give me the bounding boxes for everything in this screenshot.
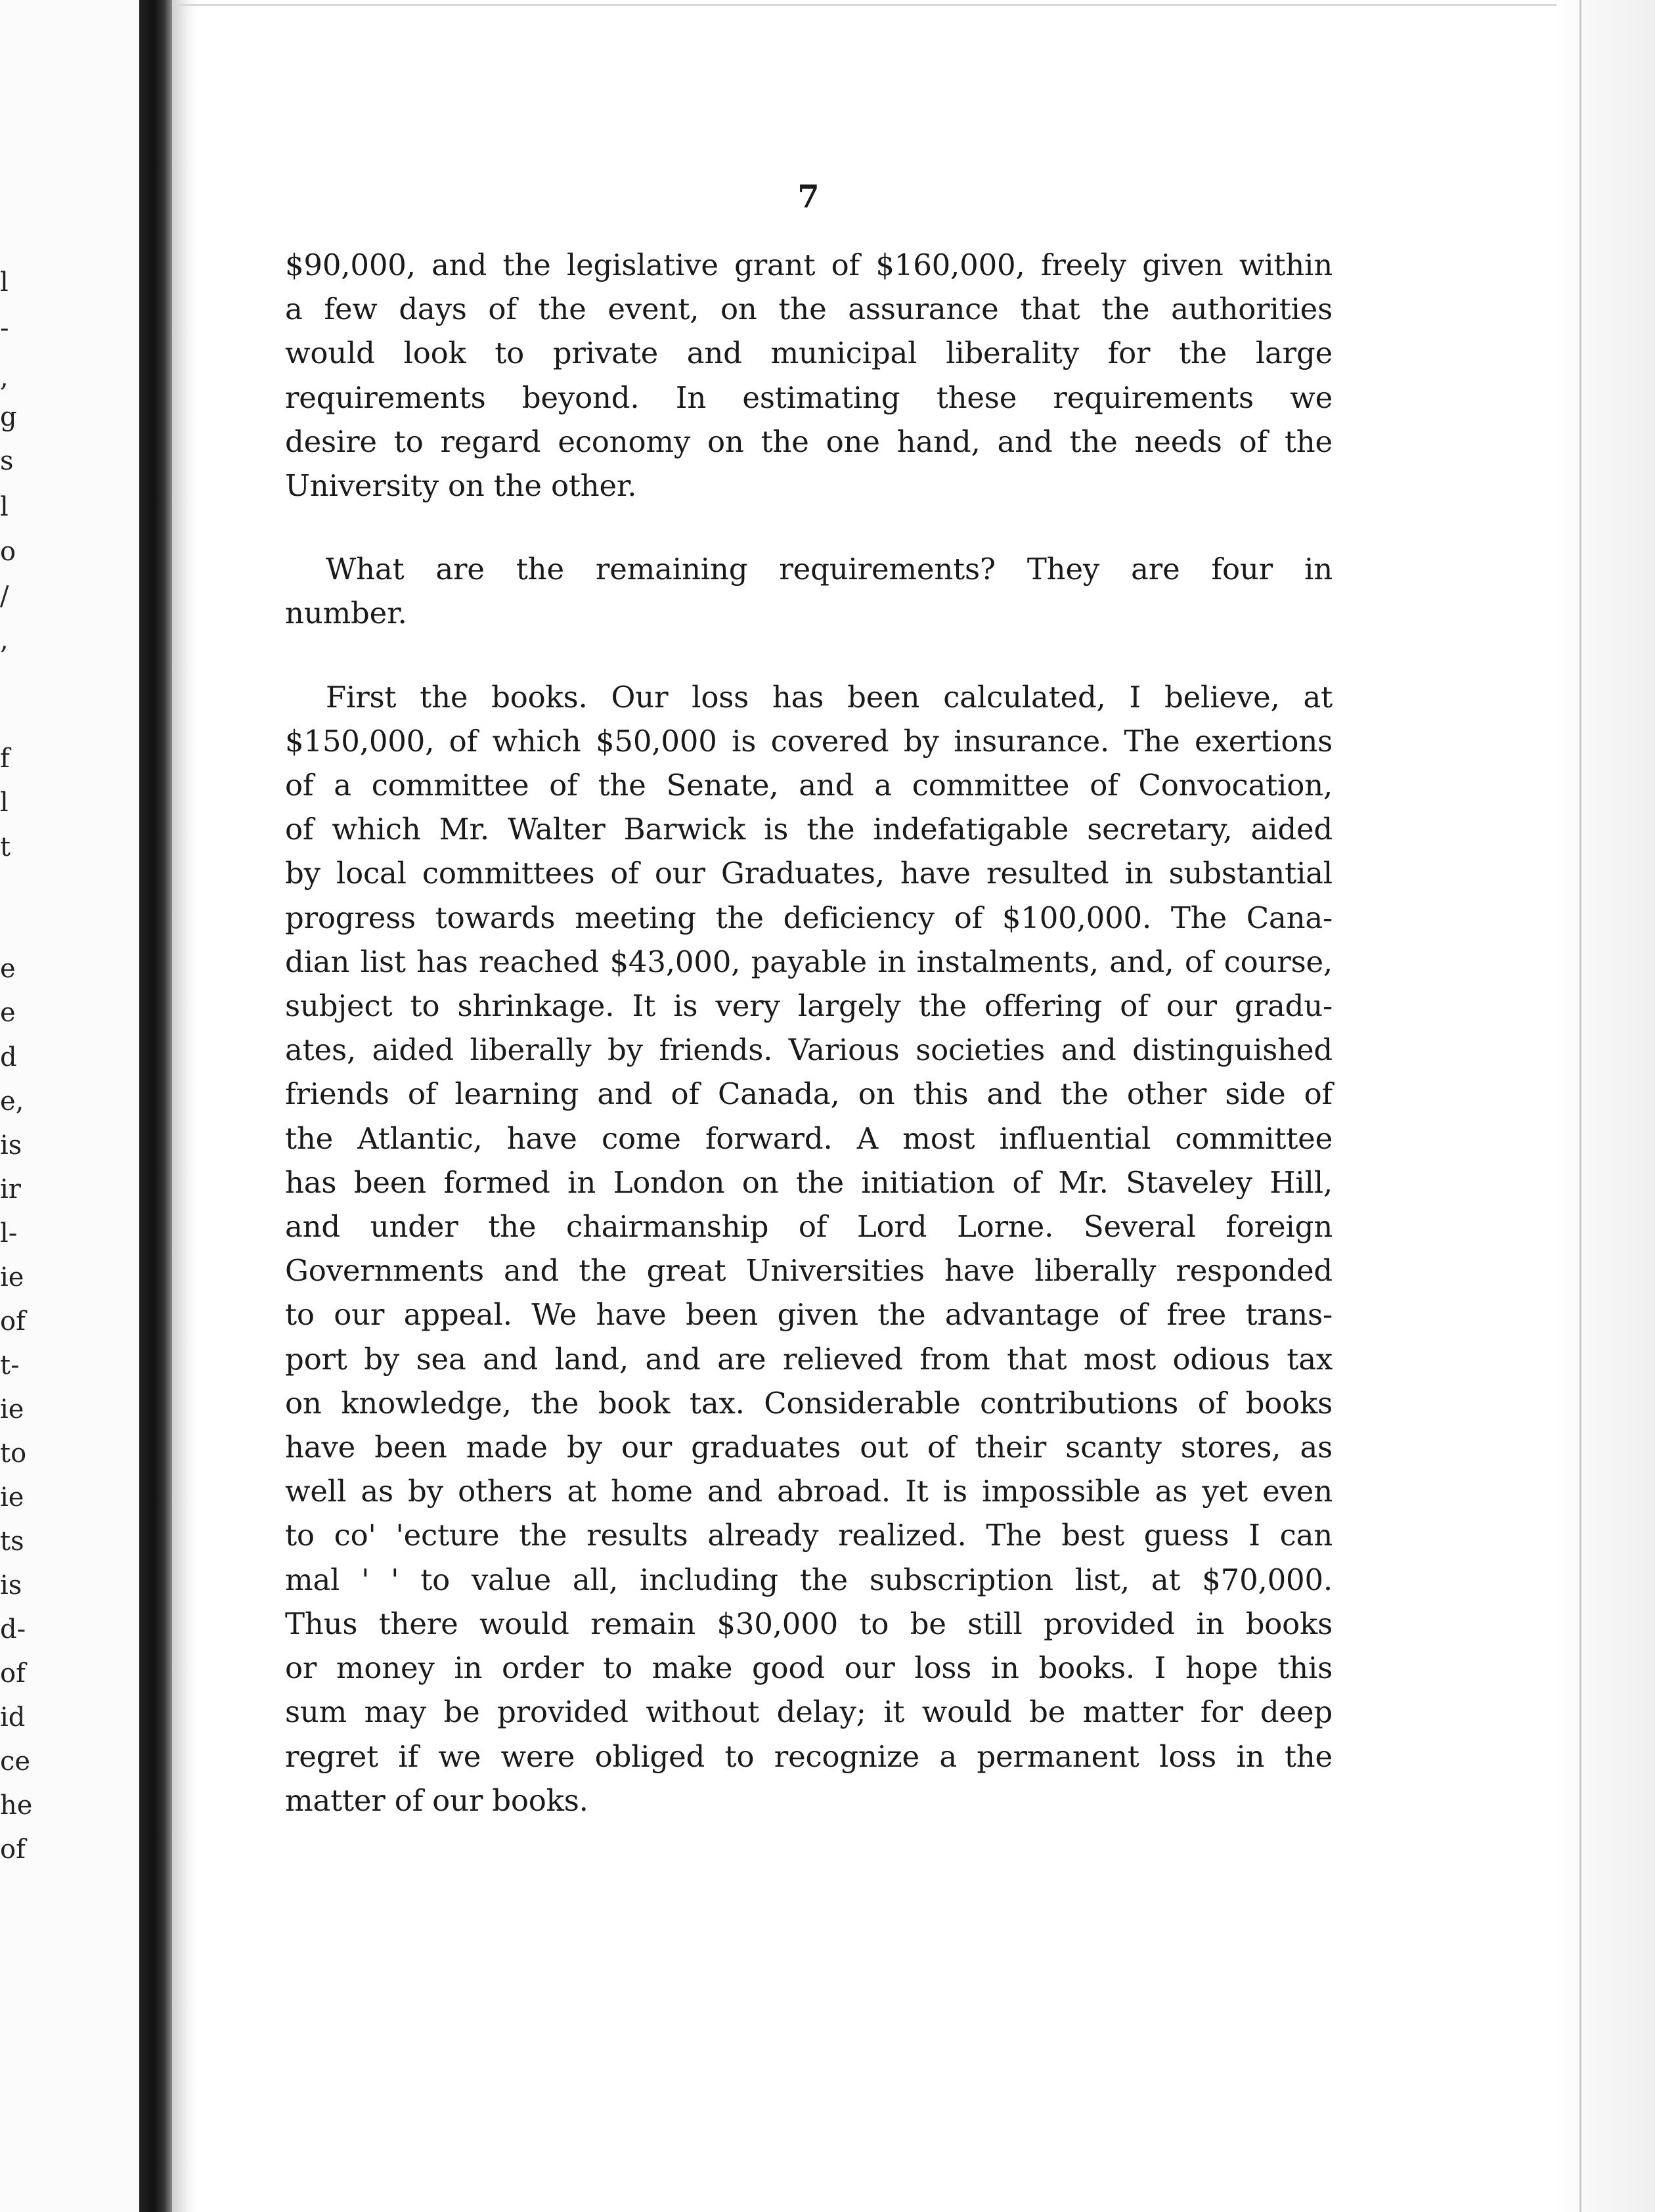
margin-fragment: he: [0, 1790, 33, 1821]
text-line: on knowledge, the book tax. Considerable contributions of books: [285, 1385, 1333, 1421]
text-line: well as by others at home and abroad. It is impossible as yet even: [285, 1474, 1333, 1509]
text-line: port by sea and land, and are relieved from that most odious tax: [285, 1341, 1333, 1377]
text-line: mal ' ' to value all, including the subscription list, at $70,000.: [285, 1562, 1333, 1597]
text-line: progress towards meeting the deficiency of $100,000. The Cana-: [285, 900, 1333, 935]
margin-fragment: ,: [0, 363, 9, 393]
text-line: to co' 'ecture the results already realized. The best guess I can: [285, 1518, 1333, 1553]
gutter-shadow: [172, 0, 198, 2212]
text-line: to our appeal. We have been given the advantage of free trans-: [285, 1297, 1333, 1333]
text-line: of a committee of the Senate, and a committee of Convocation,: [285, 768, 1333, 803]
text-line: the Atlantic, have come forward. A most influential committee: [285, 1120, 1333, 1156]
text-line: sum may be provided without delay; it would be matter for deep: [285, 1694, 1333, 1730]
margin-fragment: t-: [0, 1350, 20, 1381]
margin-fragment: l: [0, 787, 9, 818]
text-line: Thus there would remain $30,000 to be still provided in books: [285, 1606, 1333, 1641]
paragraph-2: [285, 547, 1333, 635]
margin-fragment: of: [0, 1306, 26, 1337]
text-line: subject to shrinkage. It is very largely the offering of our gradu-: [285, 988, 1333, 1024]
right-page-edge: [1556, 0, 1655, 2212]
printed-page: [285, 177, 1333, 1862]
text-line: desire to regard economy on the one hand, and the needs of the: [285, 424, 1333, 459]
margin-fragment: s: [0, 446, 14, 476]
margin-fragment: l: [0, 492, 9, 522]
margin-fragment: l-: [0, 1218, 18, 1249]
text-line: by local committees of our Graduates, have resulted in substantial: [285, 856, 1333, 891]
text-line: regret if we were obliged to recognize a permanent loss in the: [285, 1738, 1333, 1774]
text-line: have been made by our graduates out of their scanty stores, as: [285, 1430, 1333, 1465]
page-number: 7: [797, 179, 820, 215]
margin-fragment: e: [0, 998, 16, 1028]
margin-fragment: is: [0, 1130, 22, 1161]
margin-fragment: t: [0, 832, 11, 862]
text-line: of which Mr. Walter Barwick is the indefatigable secretary, aided: [285, 812, 1333, 847]
text-line: friends of learning and of Canada, on this and the other side of: [285, 1076, 1333, 1112]
text-line: has been formed in London on the initiation of Mr. Staveley Hill,: [285, 1164, 1333, 1200]
margin-fragment: l: [0, 267, 9, 298]
text-line: or money in order to make good our loss in books. I hope this: [285, 1650, 1333, 1686]
paragraph-3: [285, 675, 1333, 1823]
text-line: number.: [285, 596, 407, 631]
text-line: First the books. Our loss has been calculated, I believe, at: [326, 679, 1333, 715]
margin-fragment: e,: [0, 1086, 24, 1117]
margin-fragment: ie: [0, 1394, 24, 1425]
left-facing-page-fragment: [0, 0, 141, 2212]
text-line: University on the other.: [285, 468, 637, 504]
margin-fragment: of: [0, 1658, 26, 1689]
text-line: would look to private and municipal liberality for the large: [285, 336, 1333, 371]
margin-fragment: to: [0, 1438, 27, 1469]
margin-fragment: o: [0, 537, 16, 567]
text-line: What are the remaining requirements? They are four in: [326, 552, 1333, 587]
margin-fragment: ,: [0, 625, 9, 655]
margin-fragment: ce: [0, 1746, 31, 1777]
margin-fragment: ts: [0, 1526, 24, 1557]
margin-fragment: ie: [0, 1262, 24, 1293]
margin-fragment: g: [0, 402, 17, 432]
page-top-edge: [172, 4, 1564, 6]
margin-fragment: /: [0, 581, 9, 611]
text-line: and under the chairmanship of Lord Lorne. Several foreign: [285, 1209, 1333, 1245]
margin-fragment: -: [0, 313, 9, 343]
margin-fragment: d: [0, 1042, 17, 1073]
margin-fragment: is: [0, 1570, 22, 1601]
text-line: requirements beyond. In estimating these requirements we: [285, 380, 1333, 415]
margin-fragment: of: [0, 1834, 26, 1865]
text-line: dian list has reached $43,000, payable in instalments, and, of course,: [285, 944, 1333, 979]
margin-fragment: e: [0, 954, 16, 984]
margin-fragment: ir: [0, 1174, 21, 1205]
text-line: matter of our books.: [285, 1782, 588, 1818]
text-line: Governments and the great Universities have liberally responded: [285, 1253, 1333, 1289]
text-line: a few days of the event, on the assurance that the authorities: [285, 292, 1333, 327]
margin-fragment: d-: [0, 1614, 26, 1645]
book-gutter: [139, 0, 172, 2212]
paragraph-1: [285, 243, 1333, 508]
right-page-edge-line: [1579, 0, 1581, 2212]
text-line: $90,000, and the legislative grant of $160,000, freely given within: [285, 248, 1333, 282]
margin-fragment: f: [0, 743, 10, 774]
margin-fragment: id: [0, 1702, 26, 1733]
text-line: $150,000, of which $50,000 is covered by insurance. The exertions: [285, 723, 1333, 759]
text-line: ates, aided liberally by friends. Various societies and distinguished: [285, 1032, 1333, 1068]
margin-fragment: ie: [0, 1482, 24, 1513]
